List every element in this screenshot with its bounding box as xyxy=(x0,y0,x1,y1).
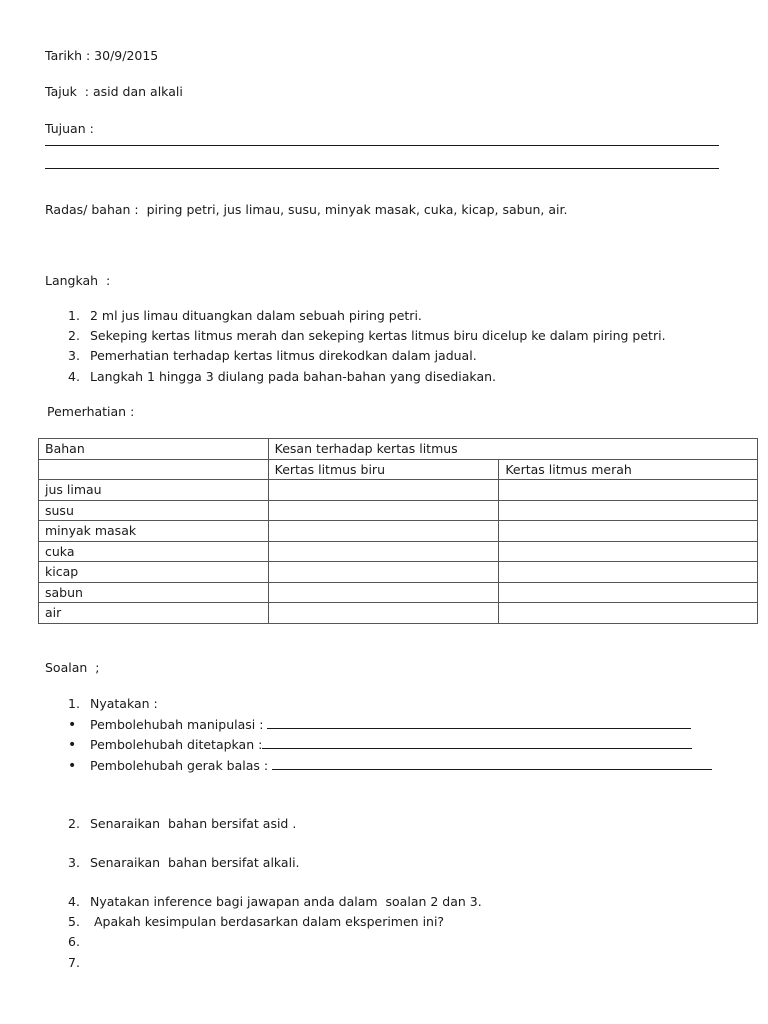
question-number: 4. xyxy=(68,894,80,909)
bullet-icon: • xyxy=(68,758,77,774)
header-cell-blue-litmus: Kertas litmus biru xyxy=(268,459,499,480)
questions-heading: Soalan ; xyxy=(45,660,100,675)
materials-label: Radas/ bahan : xyxy=(45,202,147,217)
table-header-row xyxy=(39,439,758,460)
step-number: 1. xyxy=(68,308,80,323)
variable-manipulated-line xyxy=(68,716,691,732)
question-text: Senaraikan bahan bersifat asid . xyxy=(90,816,297,831)
title-label: Tajuk : xyxy=(45,84,93,99)
date-line xyxy=(45,48,158,63)
variable-label: Pembolehubah ditetapkan : xyxy=(90,737,263,752)
red-litmus-result-cell[interactable] xyxy=(499,582,758,603)
date-value: 30/9/2015 xyxy=(94,48,159,63)
table-row xyxy=(39,500,758,521)
question-text: Apakah kesimpulan berdasarkan dalam eksperimen ini? xyxy=(90,914,445,929)
blue-litmus-result-cell[interactable] xyxy=(268,603,499,624)
table-row xyxy=(39,480,758,501)
question-6 xyxy=(68,934,90,949)
variable-responding-line xyxy=(68,757,712,773)
observation-heading: Pemerhatian : xyxy=(47,404,135,419)
manipulated-variable-answer-line[interactable] xyxy=(267,716,691,729)
table-subheader-row xyxy=(39,459,758,480)
bullet-icon: • xyxy=(68,717,77,733)
fixed-variable-answer-line[interactable] xyxy=(262,736,692,749)
variable-label: Pembolehubah manipulasi : xyxy=(90,717,268,732)
question-number: 3. xyxy=(68,855,80,870)
blue-litmus-result-cell[interactable] xyxy=(268,582,499,603)
question-text: Senaraikan bahan bersifat alkali. xyxy=(90,855,300,870)
question-5 xyxy=(68,914,444,929)
materials-value: piring petri, jus limau, susu, minyak masak, cuka, kicap, sabun, air. xyxy=(146,202,568,217)
red-litmus-result-cell[interactable] xyxy=(499,480,758,501)
variable-fixed-line xyxy=(68,736,692,752)
material-cell: kicap xyxy=(39,562,269,583)
question-1 xyxy=(68,696,158,711)
objective-label: Tujuan : xyxy=(45,121,94,136)
empty-cell xyxy=(39,459,269,480)
step-text: Langkah 1 hingga 3 diulang pada bahan-bahan yang disediakan. xyxy=(90,369,497,384)
question-7 xyxy=(68,955,90,970)
step-number: 2. xyxy=(68,328,80,343)
step-item xyxy=(68,369,496,384)
table-row xyxy=(39,521,758,542)
step-number: 3. xyxy=(68,348,80,363)
question-4 xyxy=(68,894,482,909)
materials-line xyxy=(45,202,567,217)
blue-litmus-result-cell[interactable] xyxy=(268,521,499,542)
step-text: 2 ml jus limau dituangkan dalam sebuah piring petri. xyxy=(90,308,422,323)
header-cell-material: Bahan xyxy=(39,439,269,460)
header-cell-red-litmus: Kertas litmus merah xyxy=(499,459,758,480)
variable-label: Pembolehubah gerak balas : xyxy=(90,758,273,773)
table-row xyxy=(39,582,758,603)
material-cell: minyak masak xyxy=(39,521,269,542)
step-item xyxy=(68,348,477,363)
red-litmus-result-cell[interactable] xyxy=(499,541,758,562)
question-text: Nyatakan inference bagi jawapan anda dalam soalan 2 dan 3. xyxy=(90,894,482,909)
title-value: asid dan alkali xyxy=(93,84,183,99)
question-number: 2. xyxy=(68,816,80,831)
responding-variable-answer-line[interactable] xyxy=(272,757,712,770)
material-cell: sabun xyxy=(39,582,269,603)
bullet-icon: • xyxy=(68,737,77,753)
question-3 xyxy=(68,855,300,870)
material-cell: jus limau xyxy=(39,480,269,501)
question-text: Nyatakan : xyxy=(90,696,158,711)
question-number: 1. xyxy=(68,696,80,711)
red-litmus-result-cell[interactable] xyxy=(499,500,758,521)
blue-litmus-result-cell[interactable] xyxy=(268,541,499,562)
material-cell: susu xyxy=(39,500,269,521)
blue-litmus-result-cell[interactable] xyxy=(268,500,499,521)
blue-litmus-result-cell[interactable] xyxy=(268,480,499,501)
steps-heading: Langkah : xyxy=(45,273,111,288)
table-row xyxy=(39,541,758,562)
date-label: Tarikh : xyxy=(45,48,95,63)
question-number: 6. xyxy=(68,934,80,949)
step-item xyxy=(68,308,422,323)
material-cell: cuka xyxy=(39,541,269,562)
objective-answer-line-2 xyxy=(45,168,719,169)
table-row xyxy=(39,603,758,624)
material-cell: air xyxy=(39,603,269,624)
question-number: 7. xyxy=(68,955,80,970)
question-number: 5. xyxy=(68,914,80,929)
step-text: Sekeping kertas litmus merah dan sekeping kertas litmus biru dicelup ke dalam piring petri. xyxy=(90,328,666,343)
step-text: Pemerhatian terhadap kertas litmus direkodkan dalam jadual. xyxy=(90,348,477,363)
objective-answer-line-1 xyxy=(45,145,719,146)
observation-table xyxy=(38,438,758,624)
header-cell-litmus-effect: Kesan terhadap kertas litmus xyxy=(268,439,757,460)
title-line xyxy=(45,84,183,99)
red-litmus-result-cell[interactable] xyxy=(499,521,758,542)
blue-litmus-result-cell[interactable] xyxy=(268,562,499,583)
red-litmus-result-cell[interactable] xyxy=(499,603,758,624)
step-number: 4. xyxy=(68,369,80,384)
table-row xyxy=(39,562,758,583)
question-2 xyxy=(68,816,296,831)
step-item xyxy=(68,328,666,343)
red-litmus-result-cell[interactable] xyxy=(499,562,758,583)
